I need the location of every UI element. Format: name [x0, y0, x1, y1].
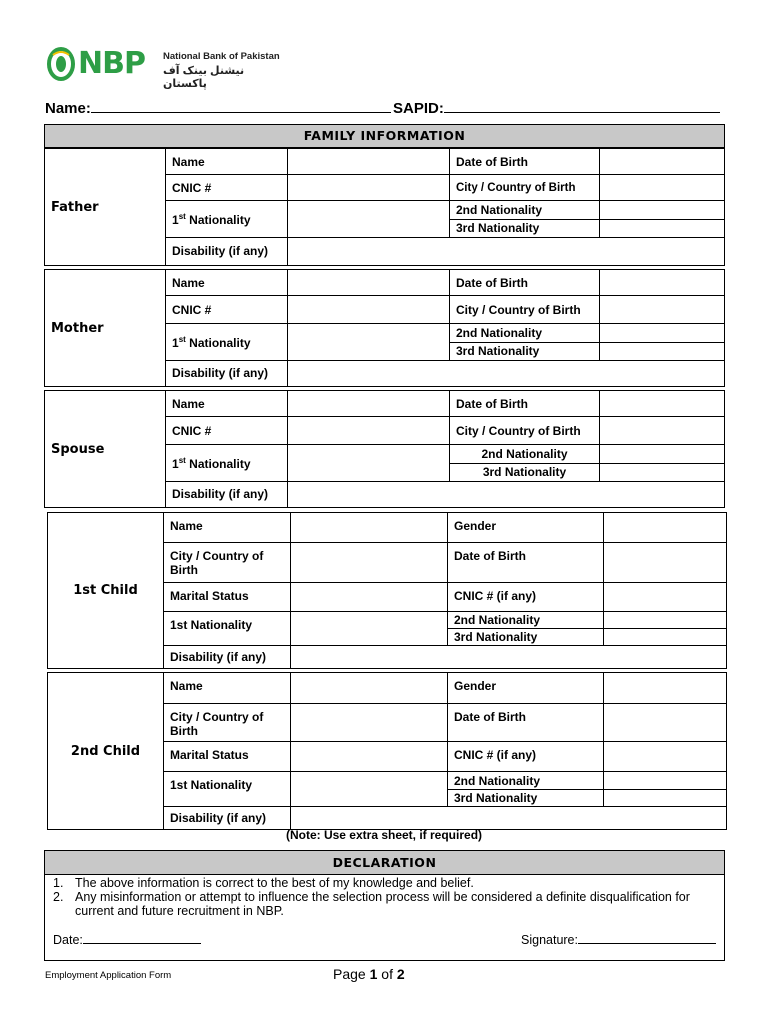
input-city[interactable] [291, 704, 448, 742]
page-number: Page 1 of 2 [333, 966, 405, 982]
input-city[interactable] [600, 296, 725, 324]
label-nat3: 3rd Nationality [448, 790, 604, 807]
input-dob[interactable] [600, 149, 725, 175]
input-cnic[interactable] [604, 583, 727, 612]
input-marital[interactable] [291, 742, 448, 772]
label-marital: Marital Status [164, 583, 291, 612]
label-dob: Date of Birth [448, 704, 604, 742]
input-city[interactable] [291, 543, 448, 583]
input-cnic[interactable] [604, 742, 727, 772]
label-nat3: 3rd Nationality [450, 219, 600, 237]
input-nat1[interactable] [288, 445, 450, 481]
input-name[interactable] [288, 149, 450, 175]
sapid-field[interactable] [393, 98, 720, 117]
input-nat2[interactable] [600, 445, 725, 463]
label-nat1: 1st Nationality [166, 324, 288, 360]
label-city: City / Country of Birth [450, 296, 600, 324]
label-disability: Disability (if any) [164, 646, 291, 669]
label-name: Name [164, 673, 291, 704]
label-name: Name [166, 391, 288, 417]
input-city[interactable] [600, 175, 725, 201]
label-nat2: 2nd Nationality [450, 445, 600, 463]
input-disability[interactable] [288, 481, 725, 507]
label-nat1: 1st Nationality [164, 772, 291, 807]
label-dob: Date of Birth [450, 270, 600, 296]
input-name[interactable] [291, 673, 448, 704]
date-line[interactable] [83, 932, 201, 944]
label-disability: Disability (if any) [166, 237, 288, 265]
input-nat2[interactable] [604, 612, 727, 629]
input-nat3[interactable] [600, 342, 725, 360]
input-gender[interactable] [604, 513, 727, 543]
input-cnic[interactable] [288, 417, 450, 445]
label-disability: Disability (if any) [166, 481, 288, 507]
family-info-header: FAMILY INFORMATION [44, 124, 725, 148]
label-gender: Gender [448, 513, 604, 543]
label-city: City / Country of Birth [164, 543, 291, 583]
input-nat3[interactable] [604, 629, 727, 646]
label-gender: Gender [448, 673, 604, 704]
role-child2: 2nd Child [48, 673, 164, 830]
input-nat1[interactable] [288, 201, 450, 237]
bank-name: National Bank of Pakistan [163, 51, 280, 62]
label-name: Name [166, 149, 288, 175]
label-nat1: 1st Nationality [166, 201, 288, 237]
declaration-list [53, 876, 718, 918]
label-nat1: 1st Nationality [164, 612, 291, 646]
input-nat2[interactable] [600, 324, 725, 342]
item-number: 2. [53, 890, 64, 904]
label-disability: Disability (if any) [166, 360, 288, 386]
label-nat3: 3rd Nationality [448, 629, 604, 646]
form-name: Employment Application Form [45, 970, 172, 981]
input-gender[interactable] [604, 673, 727, 704]
date-field[interactable] [53, 932, 201, 947]
input-marital[interactable] [291, 583, 448, 612]
input-nat1[interactable] [291, 612, 448, 646]
label-nat3: 3rd Nationality [450, 342, 600, 360]
label-nat2: 2nd Nationality [450, 324, 600, 342]
item-number: 1. [53, 876, 64, 890]
input-dob[interactable] [600, 270, 725, 296]
input-nat2[interactable] [600, 201, 725, 219]
mother-table [44, 269, 725, 387]
label-name: Name [166, 270, 288, 296]
declaration-header: DECLARATION [44, 850, 725, 875]
input-nat3[interactable] [600, 219, 725, 237]
bank-name-urdu: نیشنل بینک آف پاکستان [163, 65, 245, 90]
label-nat1: 1st Nationality [166, 445, 288, 481]
father-table [44, 148, 725, 266]
nbp-emblem-icon [47, 47, 75, 81]
input-name[interactable] [291, 513, 448, 543]
spouse-table [44, 390, 725, 508]
item-text: Any misinformation or attempt to influence the selection process will be considered a definite disqualification for current and future recruitment in NBP. [75, 890, 690, 918]
label-nat3: 3rd Nationality [450, 463, 600, 481]
input-dob[interactable] [604, 704, 727, 742]
input-name[interactable] [288, 270, 450, 296]
input-dob[interactable] [604, 543, 727, 583]
label-marital: Marital Status [164, 742, 291, 772]
signature-label: Signature: [521, 933, 578, 947]
label-dob: Date of Birth [450, 391, 600, 417]
label-disability: Disability (if any) [164, 807, 291, 830]
name-line[interactable] [91, 98, 391, 113]
input-cnic[interactable] [288, 296, 450, 324]
extra-sheet-note: (Note: Use extra sheet, if required) [285, 828, 483, 842]
label-nat2: 2nd Nationality [448, 772, 604, 790]
label-cnic: CNIC # (if any) [448, 742, 604, 772]
role-child1: 1st Child [48, 513, 164, 669]
role-spouse: Spouse [45, 391, 166, 508]
input-dob[interactable] [600, 391, 725, 417]
logo-text: NBP [78, 46, 145, 81]
signature-line[interactable] [578, 932, 716, 944]
label-city: City / Country of Birth [164, 704, 291, 742]
input-disability[interactable] [291, 807, 727, 830]
label-city: City / Country of Birth [450, 175, 600, 201]
declaration-item [53, 876, 718, 890]
sapid-line[interactable] [444, 98, 720, 113]
role-father: Father [45, 149, 166, 266]
label-name: Name [164, 513, 291, 543]
input-nat1[interactable] [291, 772, 448, 807]
label-city: City / Country of Birth [450, 417, 600, 445]
label-nat2: 2nd Nationality [450, 201, 600, 219]
input-city[interactable] [600, 417, 725, 445]
label-nat2: 2nd Nationality [448, 612, 604, 629]
input-nat1[interactable] [288, 324, 450, 360]
role-mother: Mother [45, 270, 166, 387]
nbp-logo [47, 44, 145, 84]
input-name[interactable] [288, 391, 450, 417]
input-cnic[interactable] [288, 175, 450, 201]
input-disability[interactable] [291, 646, 727, 669]
input-disability[interactable] [288, 237, 725, 265]
date-label: Date: [53, 933, 83, 947]
input-nat2[interactable] [604, 772, 727, 790]
name-field[interactable] [45, 98, 391, 117]
label-cnic: CNIC # (if any) [448, 583, 604, 612]
input-nat3[interactable] [604, 790, 727, 807]
label-dob: Date of Birth [448, 543, 604, 583]
label-cnic: CNIC # [166, 296, 288, 324]
label-dob: Date of Birth [450, 149, 600, 175]
sapid-label: SAPID: [393, 100, 444, 117]
declaration-box [44, 874, 725, 961]
label-cnic: CNIC # [166, 175, 288, 201]
label-cnic: CNIC # [166, 417, 288, 445]
input-nat3[interactable] [600, 463, 725, 481]
name-label: Name: [45, 100, 91, 117]
item-text: The above information is correct to the best of my knowledge and belief. [75, 876, 474, 890]
child1-table [47, 512, 727, 669]
input-disability[interactable] [288, 360, 725, 386]
child2-table [47, 672, 727, 830]
signature-field[interactable] [521, 932, 716, 947]
declaration-item [53, 890, 718, 918]
